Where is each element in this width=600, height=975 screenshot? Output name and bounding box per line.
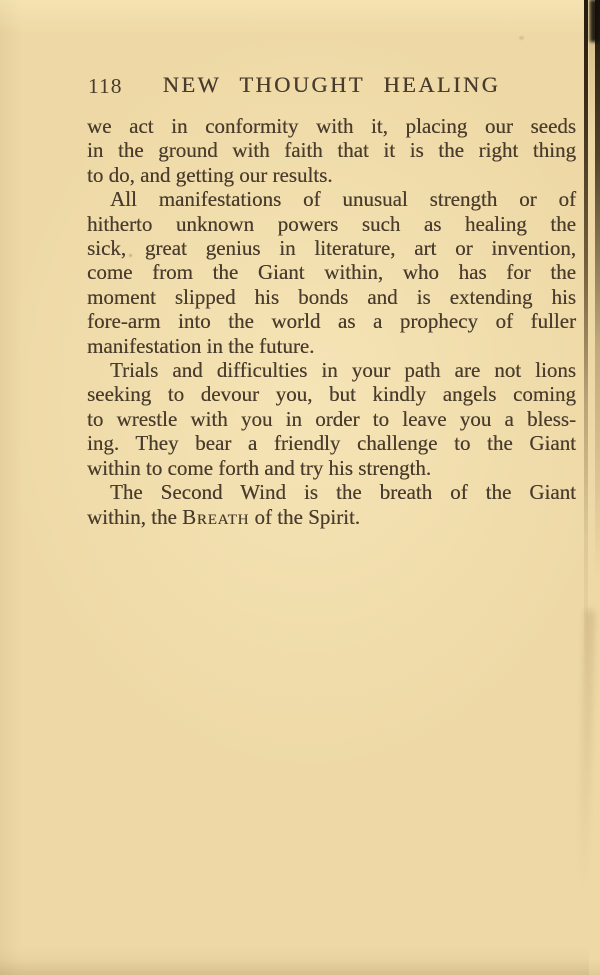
text-line: within to come forth and try his strength.: [87, 455, 432, 480]
text-line: ing. They bear a friendly challenge to the Giant: [87, 431, 576, 456]
bottom-edge-shade: [0, 959, 600, 975]
text-line: hitherto unknown powers such as healing the: [87, 211, 576, 236]
text-line-part: of the Spirit.: [249, 504, 361, 529]
text-line-part: within, the: [87, 504, 183, 529]
text-line: we act in conformity with it, placing our seeds: [87, 114, 576, 138]
scan-edge-shadow: [595, 0, 600, 580]
text-line: [87, 505, 576, 529]
text-line: All manifestations of unusual strength or of: [110, 187, 576, 212]
text-line: The Second Wind is the breath of the Giant: [110, 480, 576, 505]
running-head: NEW THOUGHT HEALING: [162, 72, 501, 97]
text-line: sick, great genius in literature, art or invention,: [87, 236, 576, 261]
scan-corner-shadow: [590, 0, 600, 42]
body-text: [87, 114, 576, 529]
paper-speck: [519, 36, 524, 40]
text-line: seeking to devour you, but kindly angels coming: [87, 382, 576, 407]
paragraph: [87, 358, 576, 480]
text-line: come from the Giant within, who has for the: [87, 260, 576, 285]
text-line: Trials and difficulties in your path are not lions: [110, 358, 576, 383]
text-line: to do, and getting our results.: [87, 162, 333, 187]
smallcaps-word: Breath: [182, 504, 250, 529]
text-line: fore-arm into the world as a prophecy of fuller: [87, 309, 576, 334]
paragraph: [87, 480, 576, 529]
text-line: in the ground with faith that it is the right thing: [87, 138, 576, 163]
page-edge-line: [584, 0, 588, 690]
text-line: moment slipped his bonds and is extending his: [87, 284, 576, 309]
text-line: manifestation in the future.: [87, 333, 315, 358]
paragraph: [87, 114, 576, 187]
text-line: to wrestle with you in order to leave you a bless-: [87, 406, 576, 431]
paragraph: [87, 187, 576, 358]
page-number: 118: [88, 74, 123, 98]
